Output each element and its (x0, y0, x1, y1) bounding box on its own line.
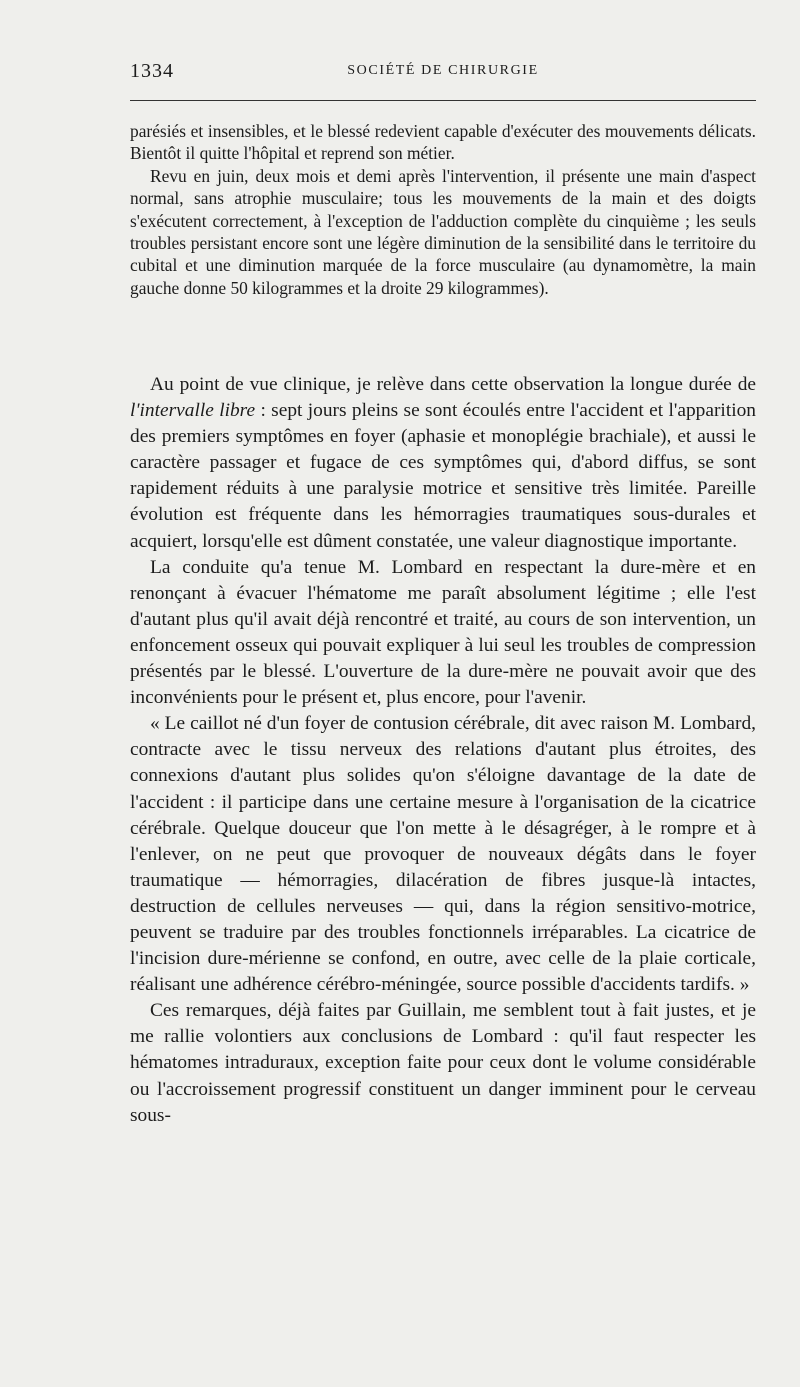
main-text-block (130, 372, 756, 1129)
italic-term: l'intervalle libre (130, 400, 256, 422)
paragraph-3 (130, 372, 756, 555)
paragraph-4: La conduite qu'a tenue M. Lombard en respectant la dure-mère et en renonçant à évacuer l'hématome me paraît absolument légitime ; elle l'est d'autant plus qu'il avait déjà rencontré et traité, au cours de son intervention, un enfoncement osseux qui pouvait expliquer à lui seul les troubles de compression présentés par le blessé. L'ouverture de la dure-mère ne pouvait avoir que des inconvénients pour le présent et, plus encore, pour l'avenir. (130, 556, 756, 709)
page-header (130, 60, 756, 84)
paragraph-3-end: : sept jours pleins se sont écoulés entre l'accident et l'apparition des premiers symptômes en foyer (aphasie et monoplégie brachiale), et aussi le caractère passager et fugace de ces symptômes qui, d'abord diffus, se sont rapidement réduits à une paralysie motrice et sensitive très limitée. Pareille évolution est fréquente dans les hémorragies traumatiques sous-durales et acquiert, lorsqu'elle est dûment constatée, une valeur diagnostique importante. (130, 400, 756, 552)
paragraph-3-start: Au point de vue clinique, je relève dans cette observation la longue durée de (150, 374, 756, 395)
small-print-block (130, 120, 756, 299)
paragraph-2: Revu en juin, deux mois et demi après l'intervention, il présente une main d'aspect normal, sans atrophie musculaire; tous les mouvements de la main et des doigts s'exécutent correctement, à l'exception de l'adduction complète du cinquième ; les seuls troubles persistant encore sont une légère diminution de la sensibilité dans le territoire du cubital et une diminution marquée de la force musculaire (au dynamomètre, la main gauche donne 50 kilogrammes et la droite 29 kilogrammes). (130, 165, 756, 298)
page-number: 1334 (130, 60, 174, 82)
paragraph-1: parésiés et insensibles, et le blessé redevient capable d'exécuter des mouvements délicats. Bientôt il quitte l'hôpital et reprend son métier. (130, 121, 756, 164)
paragraph-6: Ces remarques, déjà faites par Guillain, me semblent tout à fait justes, et je me rallie volontiers aux conclusions de Lombard : qu'il faut respecter les hématomes intraduraux, exception faite pour ceux dont le volume considérable ou l'accroissement progressif constituent un danger imminent pour le cerveau sous- (130, 1000, 756, 1126)
paragraph-5: « Le caillot né d'un foyer de contusion cérébrale, dit avec raison M. Lombard, contracte avec le tissu nerveux des relations d'autant plus étroites, des connexions d'autant plus solides qu'on s'éloigne davantage de la date de l'accident : il participe dans une certaine mesure à l'organisation de la cicatrice cérébrale. Quelque douceur que l'on mette à le désagréger, à le rompre et à l'enlever, on ne peut que provoquer de nouveaux dégâts dans le foyer traumatique — hémorragies, dilacération de fibres jusque-là intactes, destruction de cellules nerveuses — qui, dans la région sensitivo-motrice, peuvent se traduire par des troubles fonctionnels irréparables. La cicatrice de l'incision dure-mérienne se confond, en outre, avec celle de la plaie corticale, réalisant une adhérence cérébro-méningée, source possible d'accidents tardifs. » (130, 713, 756, 996)
running-title: SOCIÉTÉ DE CHIRURGIE (347, 63, 539, 78)
header-rule (130, 100, 756, 101)
